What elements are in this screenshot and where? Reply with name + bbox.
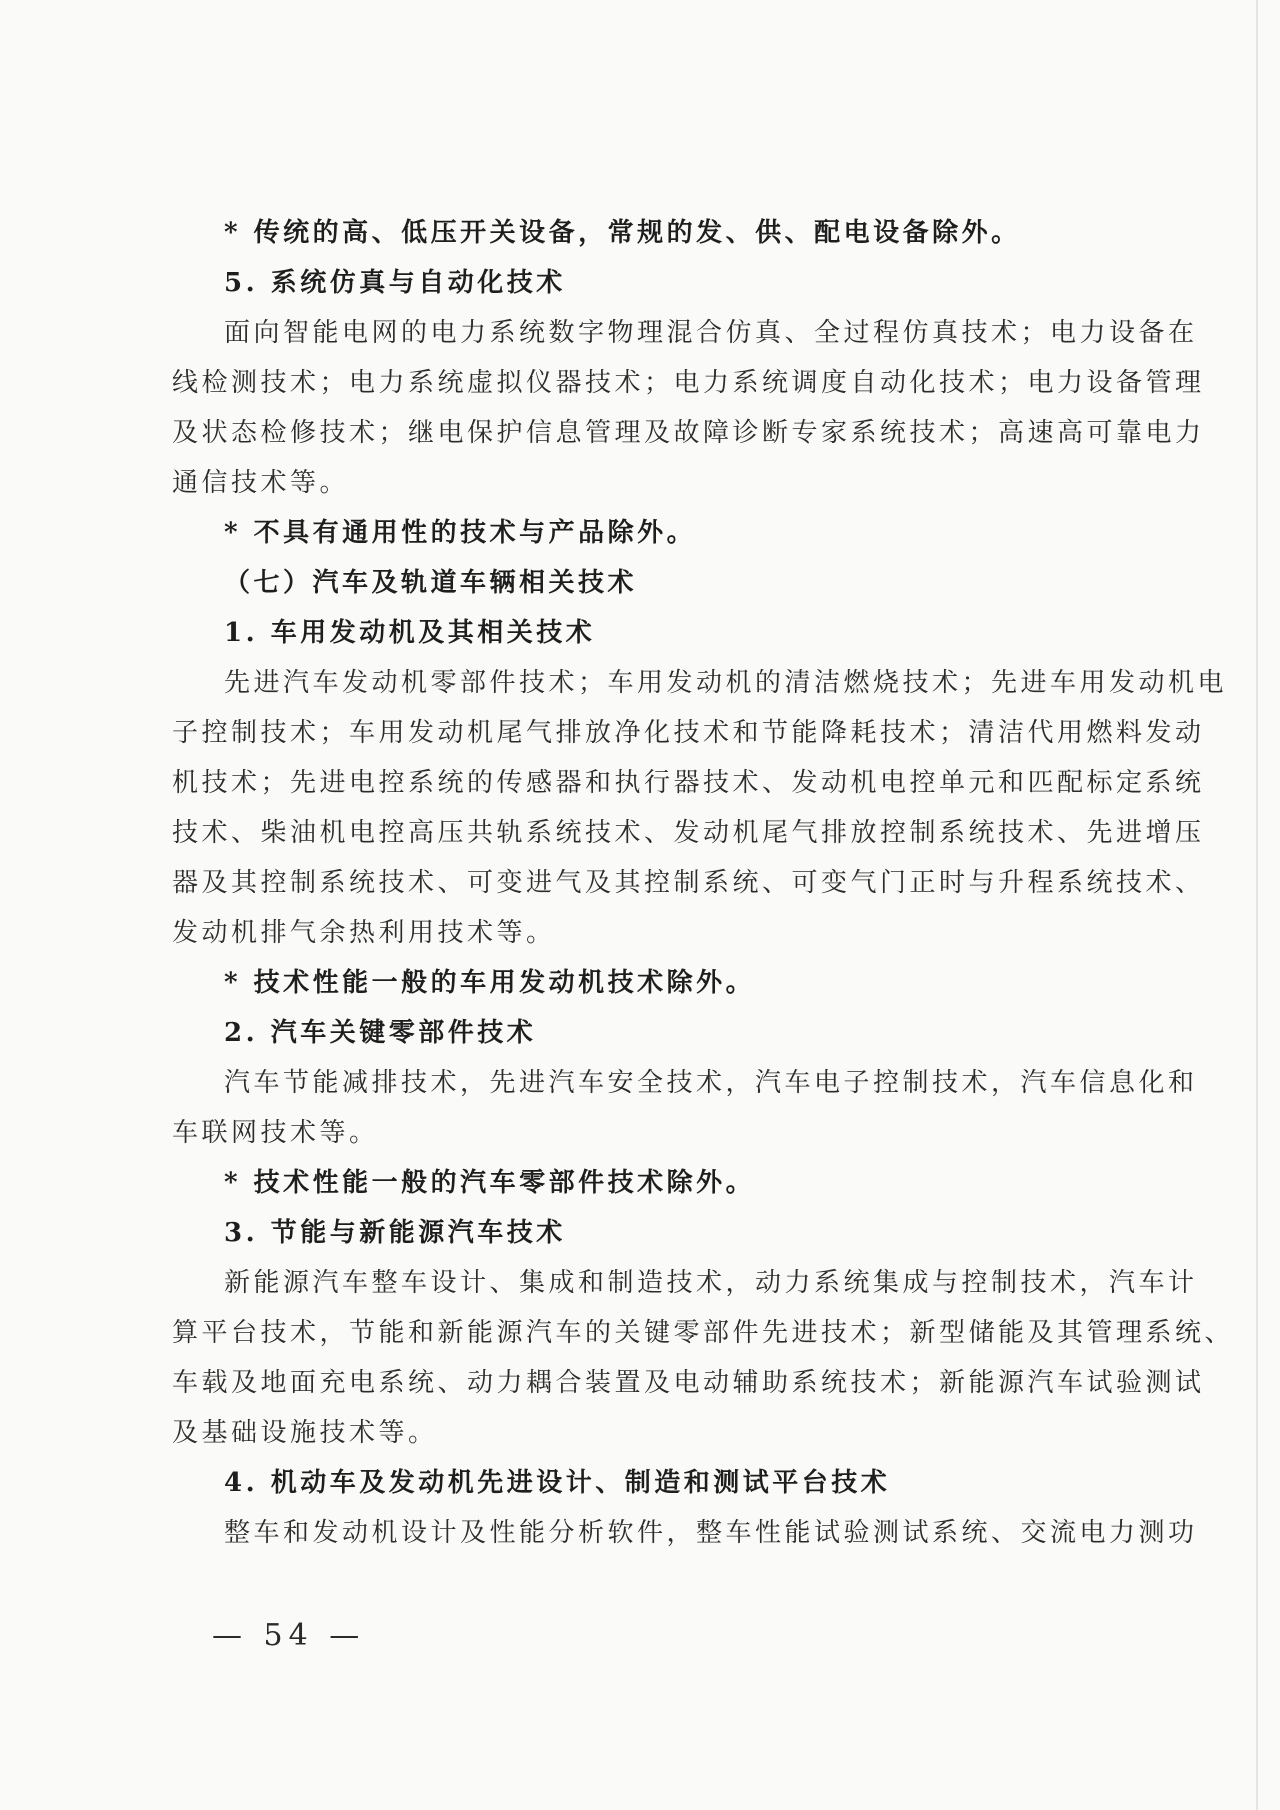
scan-edge-line xyxy=(1256,0,1258,1810)
section-heading: 2. 汽车关键零部件技术 xyxy=(224,1018,537,1048)
chapter-heading: （七）汽车及轨道车辆相关技术 xyxy=(224,568,638,598)
paragraph-line: 汽车节能减排技术，先进汽车安全技术，汽车电子控制技术，汽车信息化和 xyxy=(224,1068,1198,1098)
section-heading: 4. 机动车及发动机先进设计、制造和测试平台技术 xyxy=(224,1468,891,1498)
paragraph-line: 整车和发动机设计及性能分析软件，整车性能试验测试系统、交流电力测功 xyxy=(224,1518,1198,1548)
note-line: * 技术性能一般的汽车零部件技术除外。 xyxy=(224,1168,756,1198)
section-heading: 3. 节能与新能源汽车技术 xyxy=(224,1218,566,1248)
document-body xyxy=(172,208,1235,1558)
paragraph-line: 发动机排气余热利用技术等。 xyxy=(172,918,556,948)
note-line: * 技术性能一般的车用发动机技术除外。 xyxy=(224,968,756,998)
paragraph-line: 线检测技术；电力系统虚拟仪器技术；电力系统调度自动化技术；电力设备管理 xyxy=(172,368,1205,398)
section-heading: 1. 车用发动机及其相关技术 xyxy=(224,618,596,648)
note-line: * 不具有通用性的技术与产品除外。 xyxy=(224,518,697,548)
paragraph-line: 通信技术等。 xyxy=(172,468,350,498)
paragraph-line: 技术、柴油机电控高压共轨系统技术、发动机尾气排放控制系统技术、先进增压 xyxy=(172,818,1205,848)
note-line: * 传统的高、低压开关设备，常规的发、供、配电设备除外。 xyxy=(224,218,1021,248)
paragraph-line: 新能源汽车整车设计、集成和制造技术，动力系统集成与控制技术，汽车计 xyxy=(224,1268,1198,1298)
section-heading: 5. 系统仿真与自动化技术 xyxy=(224,268,566,298)
paragraph-line: 面向智能电网的电力系统数字物理混合仿真、全过程仿真技术；电力设备在 xyxy=(224,318,1198,348)
paragraph-line: 算平台技术，节能和新能源汽车的关键零部件先进技术；新型储能及其管理系统、 xyxy=(172,1318,1235,1348)
paragraph-line: 车联网技术等。 xyxy=(172,1118,379,1148)
paragraph-line: 子控制技术；车用发动机尾气排放净化技术和节能降耗技术；清洁代用燃料发动 xyxy=(172,718,1205,748)
paragraph-line: 及基础设施技术等。 xyxy=(172,1418,438,1448)
paragraph-line: 及状态检修技术；继电保护信息管理及故障诊断专家系统技术；高速高可靠电力 xyxy=(172,418,1205,448)
paragraph-line: 器及其控制系统技术、可变进气及其控制系统、可变气门正时与升程系统技术、 xyxy=(172,868,1205,898)
paragraph-line: 先进汽车发动机零部件技术；车用发动机的清洁燃烧技术；先进车用发动机电 xyxy=(224,668,1228,698)
paragraph-line: 机技术；先进电控系统的传感器和执行器技术、发动机电控单元和匹配标定系统 xyxy=(172,768,1205,798)
paragraph-line: 车载及地面充电系统、动力耦合装置及电动辅助系统技术；新能源汽车试验测试 xyxy=(172,1368,1205,1398)
page-number: — 54 — xyxy=(212,1618,366,1653)
